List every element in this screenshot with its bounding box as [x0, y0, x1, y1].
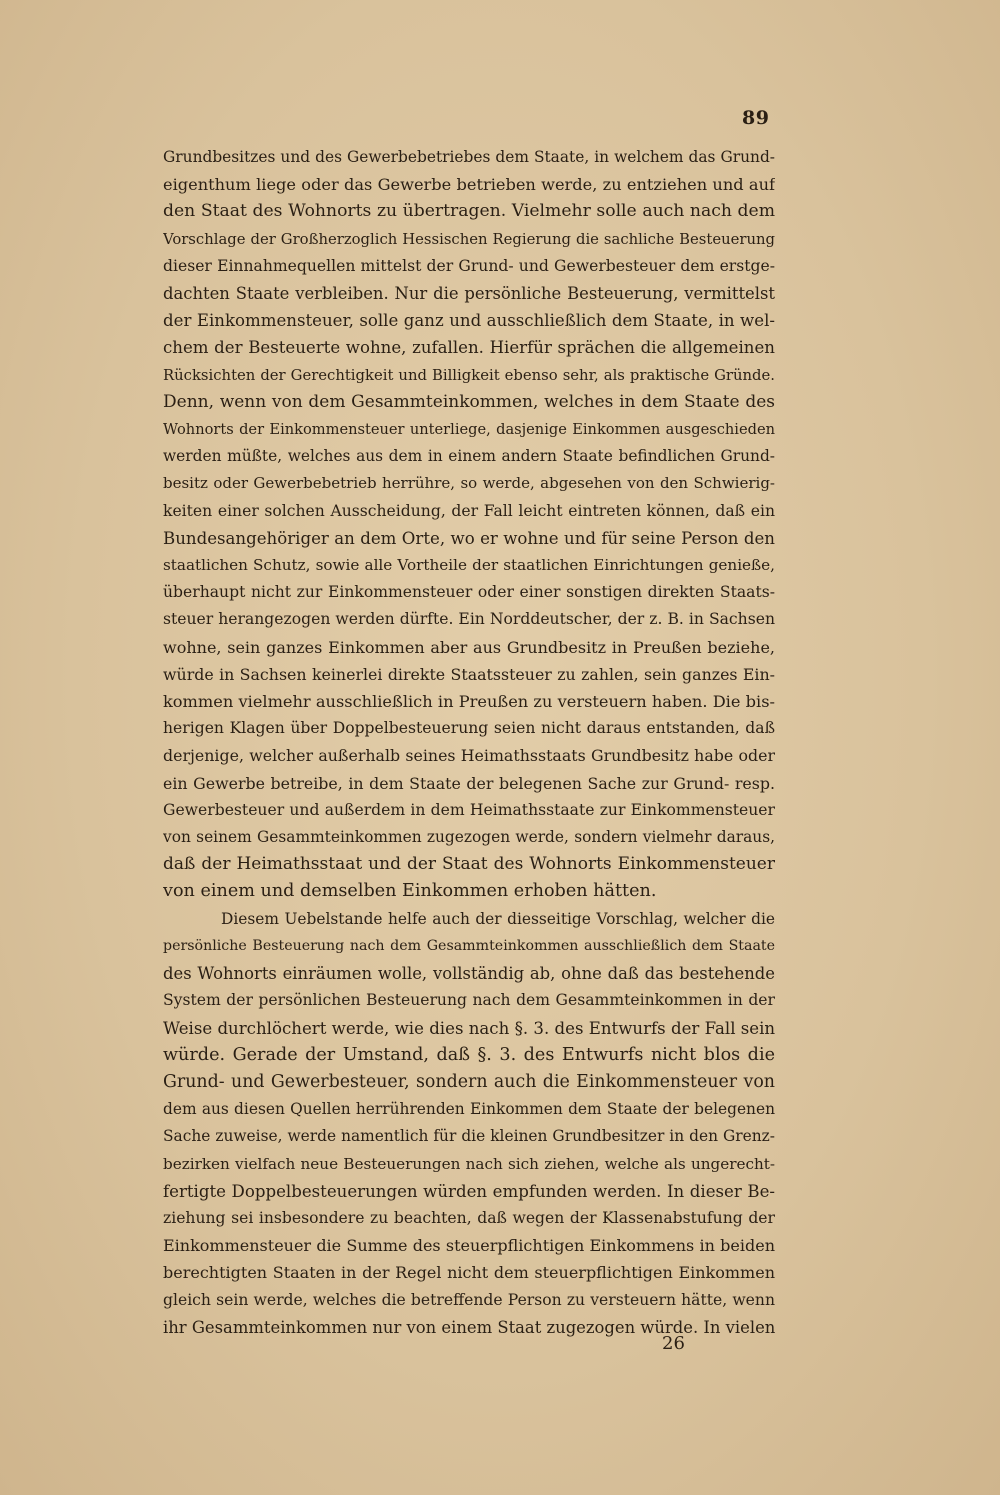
text-line: werden müßte, welches aus dem in einem andern Staate befindlichen Grund-	[163, 447, 775, 466]
text-line: von einem und demselben Einkommen erhoben hätten.	[163, 881, 657, 902]
text-line: Diesem Uebelstande helfe auch der diesseitige Vorschlag, welcher die	[221, 909, 775, 928]
text-line: keiten einer solchen Ausscheidung, der Fall leicht eintreten können, daß ein	[163, 501, 775, 520]
text-line: der Einkommensteuer, solle ganz und ausschließlich dem Staate, in wel-	[163, 311, 775, 331]
text-line: bezirken vielfach neue Besteuerungen nach sich ziehen, welche als ungerecht-	[163, 1154, 775, 1173]
text-line: besitz oder Gewerbebetrieb herrühre, so werde, abgesehen von den Schwierig-	[163, 474, 775, 493]
text-line: ziehung sei insbesondere zu beachten, daß wegen der Klassenabstufung der	[163, 1208, 775, 1227]
text-line: Grundbesitzes und des Gewerbebetriebes dem Staate, in welchem das Grund-	[163, 148, 775, 166]
text-line: würde. Gerade der Umstand, daß §. 3. des Entwurfs nicht blos die	[163, 1044, 775, 1065]
text-line: dieser Einnahmequellen mittelst der Grund- und Gewerbesteuer dem erstge-	[163, 256, 775, 275]
text-line: Gewerbesteuer und außerdem in dem Heimathsstaate zur Einkommensteuer	[163, 800, 775, 819]
text-line: Weise durchlöchert werde, wie dies nach §. 3. des Entwurfs der Fall sein	[163, 1018, 775, 1038]
text-line: den Staat des Wohnorts zu übertragen. Vielmehr solle auch nach dem	[163, 201, 775, 222]
text-line: staatlichen Schutz, sowie alle Vortheile der staatlichen Einrichtungen genieße,	[163, 556, 775, 575]
text-line: berechtigten Staaten in der Regel nicht dem steuerpflichtigen Einkommen	[163, 1263, 775, 1283]
text-line: Einkommensteuer die Summe des steuerpflichtigen Einkommens in beiden	[163, 1236, 775, 1256]
text-line: gleich sein werde, welches die betreffende Person zu versteuern hätte, wenn	[163, 1290, 775, 1309]
text-line: Rücksichten der Gerechtigkeit und Billigkeit ebenso sehr, als praktische Gründe.	[163, 366, 775, 384]
text-line: eigenthum liege oder das Gewerbe betrieben werde, zu entziehen und auf	[163, 175, 775, 195]
text-line: Bundesangehöriger an dem Orte, wo er wohne und für seine Person den	[163, 528, 775, 548]
text-line: würde in Sachsen keinerlei direkte Staatssteuer zu zahlen, sein ganzes Ein-	[163, 664, 775, 684]
text-line: daß der Heimathsstaat und der Staat des Wohnorts Einkommensteuer	[163, 854, 775, 875]
text-line: Grund- und Gewerbesteuer, sondern auch die Einkommensteuer von	[163, 1071, 775, 1092]
text-line: persönliche Besteuerung nach dem Gesammteinkommen ausschließlich dem Staate	[163, 937, 775, 954]
text-line: Sache zuweise, werde namentlich für die kleinen Grundbesitzer in den Grenz-	[163, 1127, 775, 1146]
text-line: derjenige, welcher außerhalb seines Heimathsstaats Grundbesitz habe oder	[163, 746, 775, 766]
text-line: chem der Besteuerte wohne, zufallen. Hierfür sprächen die allgemeinen	[163, 338, 775, 358]
text-line: ein Gewerbe betreibe, in dem Staate der belegenen Sache zur Grund- resp.	[163, 773, 775, 793]
text-line: Wohnorts der Einkommensteuer unterliege, dasjenige Einkommen ausgeschieden	[163, 421, 775, 439]
text-line: dachten Staate verbleiben. Nur die persönliche Besteuerung, vermittelst	[163, 284, 775, 304]
text-line: ihr Gesammteinkommen nur von einem Staat zugezogen würde. In vielen	[163, 1317, 775, 1337]
signature-mark: 26	[662, 1333, 685, 1354]
text-line: dem aus diesen Quellen herrührenden Einkommen dem Staate der belegenen	[163, 1100, 775, 1119]
text-line: herigen Klagen über Doppelbesteuerung seien nicht daraus entstanden, daß	[163, 719, 775, 738]
text-line: System der persönlichen Besteuerung nach dem Gesammteinkommen in der	[163, 991, 775, 1010]
body-text	[163, 144, 775, 1341]
text-line: steuer herangezogen werden dürfte. Ein Norddeutscher, der z. B. in Sachsen	[163, 610, 775, 629]
text-line: fertigte Doppelbesteuerungen würden empfunden werden. In dieser Be-	[163, 1181, 775, 1201]
text-line: Denn, wenn von dem Gesammteinkommen, welches in dem Staate des	[163, 391, 775, 412]
text-line: kommen vielmehr ausschließlich in Preußen zu versteuern haben. Die bis-	[163, 692, 775, 712]
text-line: des Wohnorts einräumen wolle, vollständig ab, ohne daß das bestehende	[163, 964, 775, 984]
text-line: von seinem Gesammteinkommen zugezogen werde, sondern vielmehr daraus,	[163, 828, 775, 847]
text-line: wohne, sein ganzes Einkommen aber aus Grundbesitz in Preußen beziehe,	[163, 637, 775, 657]
text-line: überhaupt nicht zur Einkommensteuer oder einer sonstigen direkten Staats-	[163, 583, 775, 602]
text-line: Vorschlage der Großherzoglich Hessischen Regierung die sachliche Besteuerung	[163, 230, 775, 248]
page-number: 89	[742, 107, 770, 129]
